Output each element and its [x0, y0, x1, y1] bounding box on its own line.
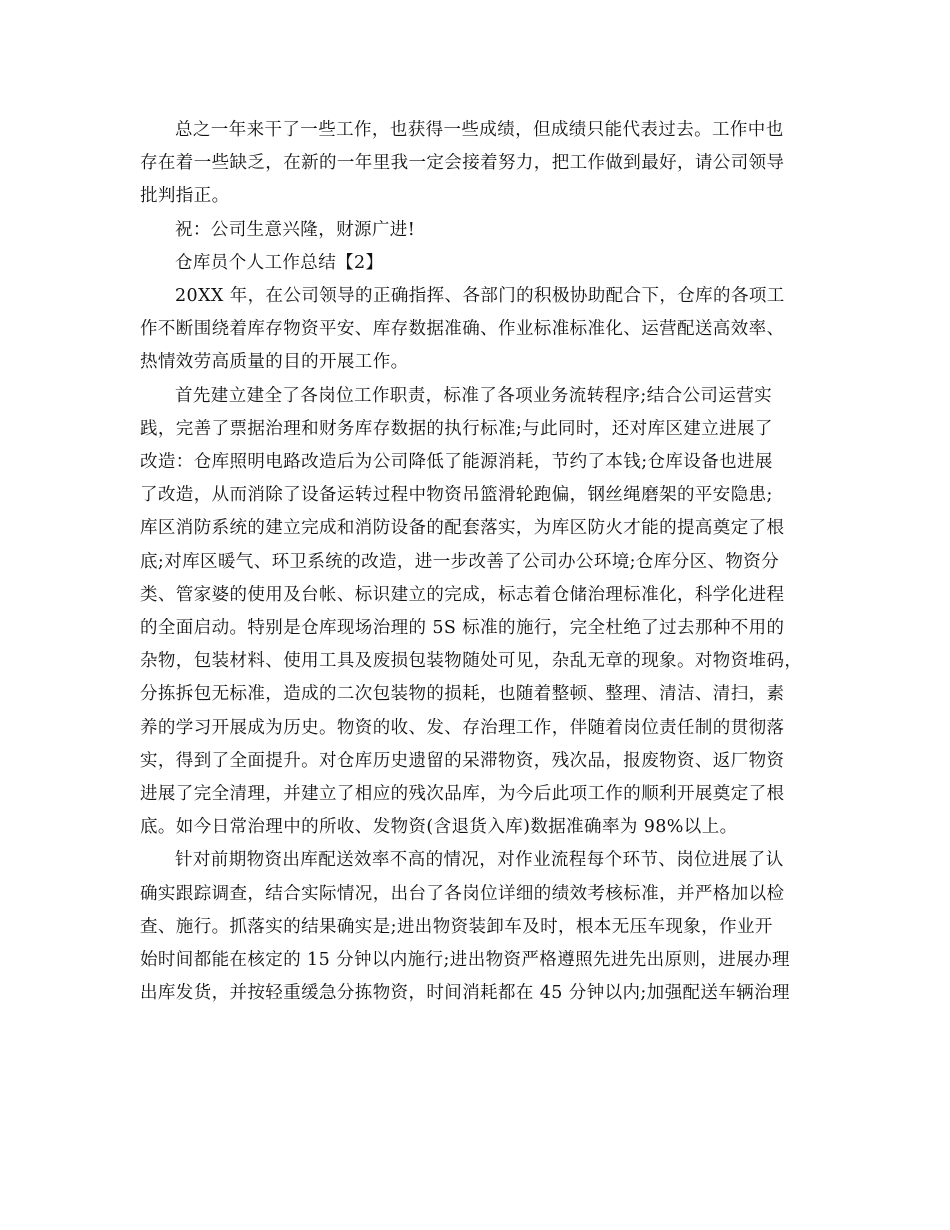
paragraph-line: 出库发货，并按轻重缓急分拣物资，时间消耗都在 45 分钟以内;加强配送车辆治理	[140, 983, 790, 1004]
paragraph-line: 底。如今日常治理中的所收、发物资(含退货入库)数据准确率为 98%以上。	[140, 817, 738, 838]
paragraph-line: 始时间都能在核定的 15 分钟以内施行;进出物资严格遵照先进先出原则，进展办理	[140, 950, 790, 970]
paragraph-line: 杂物，包装材料、使用工具及废损包装物随处可见，杂乱无章的现象。对物资堆码，	[140, 651, 803, 672]
paragraph-line: 作不断围绕着库存物资平安、库存数据准确、作业标准标准化、运营配送高效率、	[140, 319, 785, 340]
paragraph-line: 分拣拆包无标准，造成的二次包装物的损耗，也随着整顿、整理、清洁、清扫，素	[140, 684, 785, 705]
paragraph-line: 批判指正。	[140, 186, 230, 207]
paragraph-first-line: 仓库员个人工作总结【2】	[175, 252, 384, 273]
paragraph-line: 践，完善了票据治理和财务库存数据的执行标准;与此同时，还对库区建立进展了	[140, 418, 773, 439]
paragraph-first-line: 祝：公司生意兴隆，财源广进!	[175, 219, 416, 240]
paragraph-first-line: 20XX 年，在公司领导的正确指挥、各部门的积极协助配合下，仓库的各项工	[175, 286, 785, 306]
paragraph-line: 类、管家婆的使用及台帐、标识建立的完成，标志着仓储治理标准化，科学化进程	[140, 584, 785, 605]
paragraph-line: 实，得到了全面提升。对仓库历史遗留的呆滞物资，残次品，报废物资、返厂物资	[140, 750, 785, 771]
paragraph-line: 的全面启动。特别是仓库现场治理的 5S 标准的施行，完全杜绝了过去那种不用的	[140, 618, 785, 638]
paragraph-first-line: 总之一年来干了一些工作，也获得一些成绩，但成绩只能代表过去。工作中也	[175, 120, 784, 140]
paragraph-line: 查、施行。抓落实的结果确实是;进出物资装卸车及时，根本无压车现象，作业开	[140, 916, 773, 937]
paragraph-line: 了改造，从而消除了设备运转过程中物资吊篮滑轮跑偏，钢丝绳磨架的平安隐患;	[140, 485, 773, 506]
paragraph-line: 底;对库区暖气、环卫系统的改造，进一步改善了公司办公环境;仓库分区、物资分	[140, 551, 780, 572]
paragraph-line: 存在着一些缺乏，在新的一年里我一定会接着努力，把工作做到最好，请公司领导	[140, 153, 785, 174]
paragraph-line: 养的学习开展成为历史。物资的收、发、存治理工作，伴随着岗位责任制的贯彻落	[140, 717, 785, 738]
paragraph-line: 改造：仓库照明电路改造后为公司降低了能源消耗，节约了本钱;仓库设备也进展	[140, 452, 773, 472]
paragraph-first-line: 首先建立建全了各岗位工作职责，标准了各项业务流转程序;结合公司运营实	[175, 385, 772, 406]
paragraph-line: 确实跟踪调查，结合实际情况，出台了各岗位详细的绩效考核标准，并严格加以检	[140, 883, 785, 904]
paragraph-first-line: 针对前期物资出库配送效率不高的情况，对作业流程每个环节、岗位进展了认	[175, 850, 784, 871]
paragraph-line: 热情效劳高质量的目的开展工作。	[140, 352, 409, 373]
paragraph-line: 进展了完全清理，并建立了相应的残次品库，为今后此项工作的顺利开展奠定了根	[140, 784, 785, 804]
paragraph-line: 库区消防系统的建立完成和消防设备的配套落实，为库区防火才能的提高奠定了根	[140, 518, 785, 539]
